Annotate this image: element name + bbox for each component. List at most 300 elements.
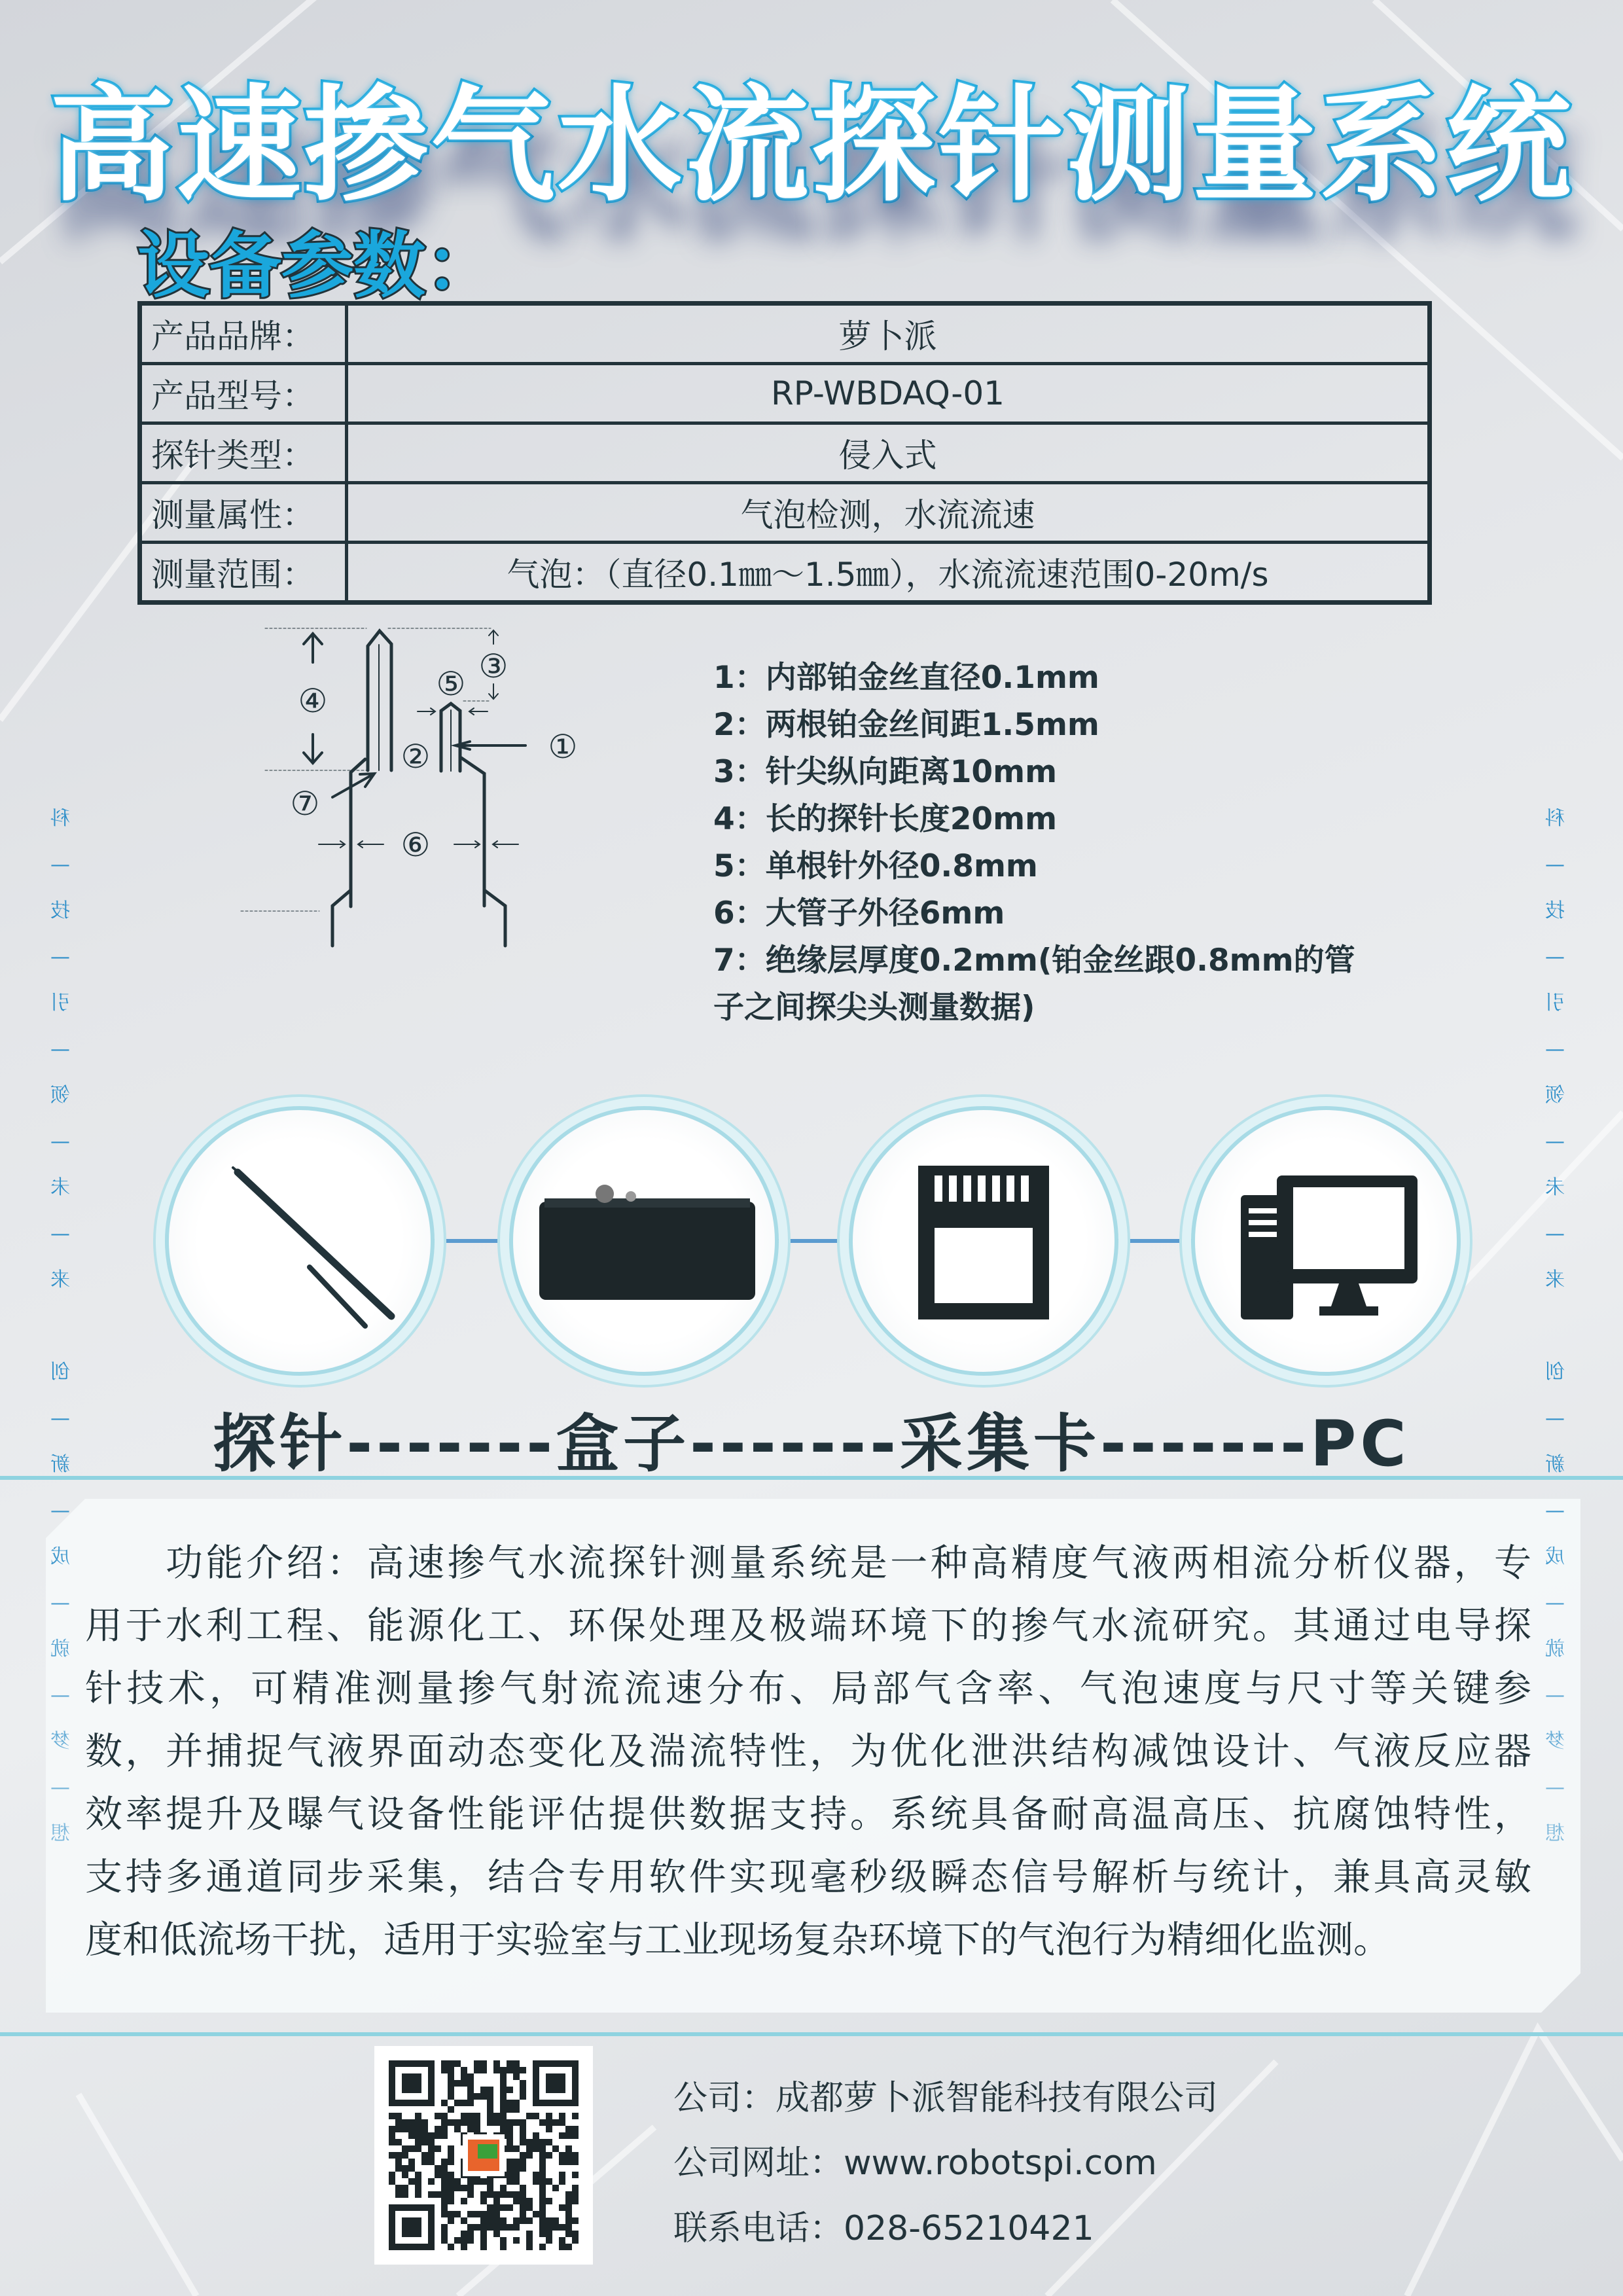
qr-module xyxy=(461,2073,467,2080)
box-icon xyxy=(513,1110,775,1372)
qr-module xyxy=(565,2145,572,2152)
company-website[interactable]: 公司网址：www.robotspi.com xyxy=(673,2144,1157,2183)
qr-module xyxy=(493,2211,500,2217)
qr-module xyxy=(500,2204,507,2211)
qr-module xyxy=(402,2145,408,2152)
qr-module xyxy=(435,2165,441,2172)
qr-module xyxy=(526,2217,533,2224)
qr-module xyxy=(507,2224,513,2231)
side-char: 未 xyxy=(1545,1176,1565,1199)
qr-module xyxy=(441,2224,448,2231)
params-table xyxy=(137,301,1432,605)
qr-module xyxy=(467,2100,474,2106)
qr-module xyxy=(402,2119,408,2126)
qr-module xyxy=(415,2132,421,2139)
qr-module xyxy=(441,2191,448,2198)
intro-text xyxy=(85,1532,1531,1971)
qr-module xyxy=(480,2060,487,2067)
param-key: 产品型号： xyxy=(140,364,347,423)
param-key: 产品品牌： xyxy=(140,304,347,364)
side-char: 新 xyxy=(1545,1453,1565,1476)
qr-module xyxy=(428,2152,435,2159)
side-char: — xyxy=(50,1776,70,1799)
side-char xyxy=(47,1316,73,1363)
qr-module xyxy=(389,2132,395,2139)
qr-module xyxy=(546,2178,552,2185)
spec-item: 子之间探尖头测量数据) xyxy=(713,990,1035,1026)
qr-module xyxy=(513,2165,520,2172)
qr-module xyxy=(428,2178,435,2185)
table-row xyxy=(140,483,1430,543)
qr-module xyxy=(474,2093,480,2100)
qr-module xyxy=(526,2237,533,2244)
box-circle xyxy=(509,1106,779,1376)
side-char: — xyxy=(1545,1499,1565,1522)
spec-item: 1：内部铂金丝直径0.1mm xyxy=(713,660,1099,696)
side-char: 技 xyxy=(1545,899,1565,922)
qr-module xyxy=(572,2185,579,2191)
qr-module xyxy=(428,2191,435,2198)
qr-module xyxy=(415,2191,421,2198)
qr-module xyxy=(500,2224,507,2231)
side-char: 引 xyxy=(50,992,70,1014)
qr-module xyxy=(565,2126,572,2132)
side-char: 引 xyxy=(1545,992,1565,1014)
qr-module xyxy=(408,2126,415,2132)
side-char: — xyxy=(50,853,70,876)
qr-module xyxy=(402,2191,408,2198)
side-char: — xyxy=(50,1130,70,1153)
qr-module xyxy=(480,2217,487,2224)
qr-module xyxy=(507,2204,513,2211)
spec-list xyxy=(713,655,1355,1031)
qr-module xyxy=(539,2172,546,2178)
spec-item: 3：针尖纵向距离10mm xyxy=(713,754,1058,790)
qr-module xyxy=(480,2178,487,2185)
qr-module xyxy=(448,2178,454,2185)
qr-module xyxy=(467,2126,474,2132)
qr-module xyxy=(454,2119,461,2126)
qr-module xyxy=(500,2217,507,2224)
side-slogan-left xyxy=(47,808,73,1870)
qr-module xyxy=(565,2159,572,2165)
qr-module xyxy=(448,2185,454,2191)
qr-module xyxy=(467,2087,474,2093)
side-char: 就 xyxy=(1545,1638,1565,1660)
qr-module xyxy=(461,2067,467,2073)
qr-code[interactable] xyxy=(374,2046,593,2265)
param-value: RP-WBDAQ-01 xyxy=(347,364,1430,423)
qr-module xyxy=(480,2191,487,2198)
qr-module xyxy=(395,2191,402,2198)
qr-module xyxy=(493,2060,500,2067)
qr-module xyxy=(467,2237,474,2244)
qr-module xyxy=(435,2113,441,2119)
qr-module xyxy=(520,2067,526,2073)
qr-module xyxy=(526,2244,533,2250)
qr-module xyxy=(520,2093,526,2100)
company-phone: 联系电话：028-65210421 xyxy=(673,2209,1094,2248)
qr-module xyxy=(474,2060,480,2067)
qr-module xyxy=(546,2237,552,2244)
qr-module xyxy=(487,2113,493,2119)
qr-module xyxy=(480,2211,487,2217)
intro-line: 数，并捕捉气液界面动态变化及湍流特性，为优化泄洪结构减蚀设计、气液反应器 xyxy=(85,1730,1531,1773)
qr-module xyxy=(487,2093,493,2100)
qr-module xyxy=(461,2231,467,2237)
qr-module xyxy=(520,2159,526,2165)
qr-module xyxy=(441,2211,448,2217)
qr-module xyxy=(520,2204,526,2211)
qr-module xyxy=(507,2060,513,2067)
side-char: — xyxy=(50,1222,70,1246)
spec-item: 2：两根铂金丝间距1.5mm xyxy=(713,707,1099,743)
qr-module xyxy=(513,2191,520,2198)
side-char: 未 xyxy=(50,1176,70,1199)
side-char: 技 xyxy=(50,899,70,922)
qr-module xyxy=(389,2172,395,2178)
qr-module xyxy=(520,2211,526,2217)
side-char: 成 xyxy=(50,1545,70,1568)
qr-code-icon xyxy=(374,2046,593,2265)
side-slogan-right xyxy=(1542,808,1568,1870)
qr-module xyxy=(507,2119,513,2126)
qr-module xyxy=(487,2100,493,2106)
qr-module xyxy=(520,2191,526,2198)
qr-module xyxy=(526,2152,533,2159)
qr-module xyxy=(513,2198,520,2204)
side-char: 创 xyxy=(1545,1361,1565,1384)
qr-module xyxy=(435,2172,441,2178)
qr-module xyxy=(526,2231,533,2237)
company-name: 公司：成都萝卜派智能科技有限公司 xyxy=(673,2079,1219,2118)
qr-module xyxy=(559,2119,565,2126)
qr-module xyxy=(513,2172,520,2178)
qr-module xyxy=(474,2211,480,2217)
qr-module xyxy=(428,2132,435,2139)
qr-module xyxy=(480,2198,487,2204)
intro-line: 功能介绍：高速掺气水流探针测量系统是一种高精度气液两相流分析仪器，专 xyxy=(85,1541,1531,1585)
qr-module xyxy=(507,2106,513,2113)
qr-module xyxy=(448,2191,454,2198)
qr-module xyxy=(415,2178,421,2185)
qr-module xyxy=(539,2191,546,2198)
qr-module xyxy=(487,2178,493,2185)
qr-module xyxy=(572,2231,579,2237)
qr-module xyxy=(526,2204,533,2211)
qr-module xyxy=(513,2217,520,2224)
qr-module xyxy=(478,2144,497,2159)
qr-module xyxy=(513,2100,520,2106)
qr-module xyxy=(565,2198,572,2204)
qr-module xyxy=(408,2145,415,2152)
qr-module xyxy=(415,2145,421,2152)
qr-module xyxy=(493,2119,500,2126)
qr-module xyxy=(389,2152,395,2159)
spec-item: 6：大管子外径6mm xyxy=(713,895,1005,931)
qr-module xyxy=(415,2126,421,2132)
qr-module xyxy=(474,2126,480,2132)
qr-module xyxy=(441,2185,448,2191)
qr-module xyxy=(428,2139,435,2145)
qr-module xyxy=(448,2067,454,2073)
qr-module xyxy=(539,2204,546,2211)
qr-module xyxy=(520,2185,526,2191)
qr-module xyxy=(520,2198,526,2204)
qr-module xyxy=(435,2191,441,2198)
qr-module xyxy=(487,2106,493,2113)
qr-module xyxy=(493,2067,500,2073)
qr-module xyxy=(441,2159,448,2165)
qr-module xyxy=(572,2132,579,2139)
pc-icon xyxy=(1195,1110,1457,1372)
param-value: 气泡检测，水流流速 xyxy=(347,483,1430,543)
qr-module xyxy=(441,2113,448,2119)
qr-module xyxy=(513,2106,520,2113)
qr-module xyxy=(441,2204,448,2211)
qr-module xyxy=(520,2152,526,2159)
param-key: 测量属性： xyxy=(140,483,347,543)
qr-module xyxy=(572,2113,579,2119)
qr-module xyxy=(454,2211,461,2217)
qr-module xyxy=(507,2100,513,2106)
qr-module xyxy=(572,2152,579,2159)
qr-module xyxy=(539,2139,546,2145)
qr-module xyxy=(559,2244,565,2250)
side-char xyxy=(1542,1316,1568,1363)
side-char: — xyxy=(1545,1683,1565,1707)
qr-module xyxy=(461,2217,467,2224)
sd-card-circle xyxy=(849,1106,1118,1376)
qr-module xyxy=(421,2132,428,2139)
side-char: 领 xyxy=(50,1084,70,1107)
qr-module xyxy=(428,2145,435,2152)
qr-module xyxy=(467,2191,474,2198)
side-char: 就 xyxy=(50,1638,70,1660)
qr-module xyxy=(493,2224,500,2231)
qr-module xyxy=(500,2237,507,2244)
qr-module xyxy=(546,2073,565,2093)
qr-module xyxy=(402,2185,408,2191)
qr-module xyxy=(441,2165,448,2172)
qr-module xyxy=(448,2172,454,2178)
qr-module xyxy=(487,2191,493,2198)
qr-module xyxy=(467,2080,474,2087)
qr-module xyxy=(395,2165,402,2172)
side-char: — xyxy=(1545,1591,1565,1615)
qr-module xyxy=(487,2217,493,2224)
section-title: 设备参数： xyxy=(137,224,497,308)
qr-module xyxy=(441,2100,448,2106)
qr-module xyxy=(421,2152,428,2159)
qr-module xyxy=(572,2198,579,2204)
side-char: — xyxy=(50,1037,70,1061)
qr-module xyxy=(467,2119,474,2126)
qr-module xyxy=(487,2119,493,2126)
qr-module xyxy=(480,2093,487,2100)
qr-module xyxy=(448,2093,454,2100)
qr-module xyxy=(395,2159,402,2165)
qr-module xyxy=(441,2178,448,2185)
qr-module xyxy=(467,2211,474,2217)
qr-module xyxy=(500,2080,507,2087)
side-char: — xyxy=(50,945,70,969)
qr-module xyxy=(415,2119,421,2126)
side-char: 新 xyxy=(50,1453,70,1476)
qr-module xyxy=(480,2231,487,2237)
qr-module xyxy=(559,2178,565,2185)
qr-module xyxy=(395,2185,402,2191)
qr-module xyxy=(474,2119,480,2126)
qr-module xyxy=(507,2139,513,2145)
qr-module xyxy=(402,2126,408,2132)
qr-module xyxy=(480,2087,487,2093)
side-char: — xyxy=(50,1683,70,1707)
qr-module xyxy=(500,2093,507,2100)
qr-module xyxy=(520,2119,526,2126)
side-char: — xyxy=(1545,853,1565,876)
side-char: — xyxy=(1545,1037,1565,1061)
qr-module xyxy=(572,2126,579,2132)
qr-module xyxy=(500,2106,507,2113)
qr-module xyxy=(454,2126,461,2132)
qr-module xyxy=(454,2185,461,2191)
qr-module xyxy=(539,2145,546,2152)
qr-module xyxy=(533,2113,539,2119)
qr-module xyxy=(546,2152,552,2159)
qr-module xyxy=(402,2073,421,2093)
qr-module xyxy=(448,2217,454,2224)
qr-module xyxy=(513,2178,520,2185)
qr-module xyxy=(546,2217,552,2224)
qr-module xyxy=(441,2119,448,2126)
qr-module xyxy=(461,2244,467,2250)
qr-module xyxy=(539,2178,546,2185)
qr-module xyxy=(513,2060,520,2067)
qr-module xyxy=(500,2126,507,2132)
qr-module xyxy=(507,2159,513,2165)
qr-module xyxy=(559,2152,565,2159)
param-key: 测量范围： xyxy=(140,543,347,603)
qr-module xyxy=(500,2073,507,2080)
qr-module xyxy=(467,2224,474,2231)
diagram-label-7: ⑦ xyxy=(290,785,320,823)
qr-module xyxy=(441,2060,448,2067)
qr-module xyxy=(565,2211,572,2217)
qr-module xyxy=(474,2113,480,2119)
side-char: 来 xyxy=(50,1268,70,1291)
qr-module xyxy=(507,2067,513,2073)
diagram-label-1: ① xyxy=(548,728,578,766)
qr-module xyxy=(565,2191,572,2198)
qr-module xyxy=(487,2185,493,2191)
qr-module xyxy=(539,2165,546,2172)
qr-module xyxy=(500,2119,507,2126)
table-row xyxy=(140,304,1430,364)
qr-module xyxy=(461,2113,467,2119)
qr-module xyxy=(402,2165,408,2172)
qr-module xyxy=(500,2067,507,2073)
qr-module xyxy=(487,2087,493,2093)
qr-module xyxy=(493,2231,500,2237)
qr-module xyxy=(513,2237,520,2244)
qr-module xyxy=(448,2211,454,2217)
qr-module xyxy=(428,2159,435,2165)
qr-module xyxy=(533,2132,539,2139)
side-char: — xyxy=(1545,945,1565,969)
qr-module xyxy=(500,2100,507,2106)
qr-module xyxy=(467,2073,474,2080)
qr-module xyxy=(533,2145,539,2152)
qr-module xyxy=(559,2204,565,2211)
qr-module xyxy=(408,2132,415,2139)
qr-module xyxy=(421,2159,428,2165)
qr-module xyxy=(389,2126,395,2132)
qr-module xyxy=(546,2113,552,2119)
qr-module xyxy=(539,2231,546,2237)
qr-module xyxy=(539,2198,546,2204)
qr-module xyxy=(448,2080,454,2087)
qr-module xyxy=(448,2087,454,2093)
qr-module xyxy=(493,2198,500,2204)
side-char: — xyxy=(50,1407,70,1430)
qr-module xyxy=(507,2172,513,2178)
qr-module xyxy=(533,2211,539,2217)
side-char: — xyxy=(1545,1407,1565,1430)
qr-module xyxy=(539,2217,546,2224)
qr-module xyxy=(421,2139,428,2145)
qr-module xyxy=(467,2093,474,2100)
qr-module xyxy=(552,2119,559,2126)
side-char: 科 xyxy=(50,807,70,830)
qr-module xyxy=(500,2113,507,2119)
qr-module xyxy=(474,2067,480,2073)
diagram-label-5: ⑤ xyxy=(436,665,466,703)
qr-module xyxy=(520,2165,526,2172)
probe-circle xyxy=(165,1106,435,1376)
qr-module xyxy=(559,2237,565,2244)
qr-module xyxy=(415,2139,421,2145)
qr-module xyxy=(448,2106,454,2113)
qr-module xyxy=(565,2224,572,2231)
qr-module xyxy=(402,2172,408,2178)
qr-module xyxy=(461,2119,467,2126)
qr-module xyxy=(572,2172,579,2178)
qr-module xyxy=(493,2113,500,2119)
qr-module xyxy=(389,2113,395,2119)
qr-module xyxy=(395,2152,402,2159)
intro-line: 针技术，可精准测量掺气射流流速分布、局部气含率、气泡速度与尺寸等关键参 xyxy=(85,1667,1531,1710)
qr-module xyxy=(461,2080,467,2087)
qr-module xyxy=(520,2217,526,2224)
qr-module xyxy=(441,2132,448,2139)
side-char: 想 xyxy=(50,1822,70,1845)
qr-module xyxy=(507,2178,513,2185)
qr-module xyxy=(559,2159,565,2165)
qr-module xyxy=(467,2185,474,2191)
qr-module xyxy=(520,2139,526,2145)
qr-module xyxy=(546,2126,552,2132)
qr-module xyxy=(500,2185,507,2191)
qr-module xyxy=(513,2073,520,2080)
page-title: 高速掺气水流探针测量系统 xyxy=(49,73,1573,218)
qr-module xyxy=(415,2185,421,2191)
qr-module xyxy=(480,2224,487,2231)
qr-module xyxy=(474,2178,480,2185)
side-char: — xyxy=(50,1499,70,1522)
qr-module xyxy=(559,2113,565,2119)
qr-module xyxy=(421,2126,428,2132)
